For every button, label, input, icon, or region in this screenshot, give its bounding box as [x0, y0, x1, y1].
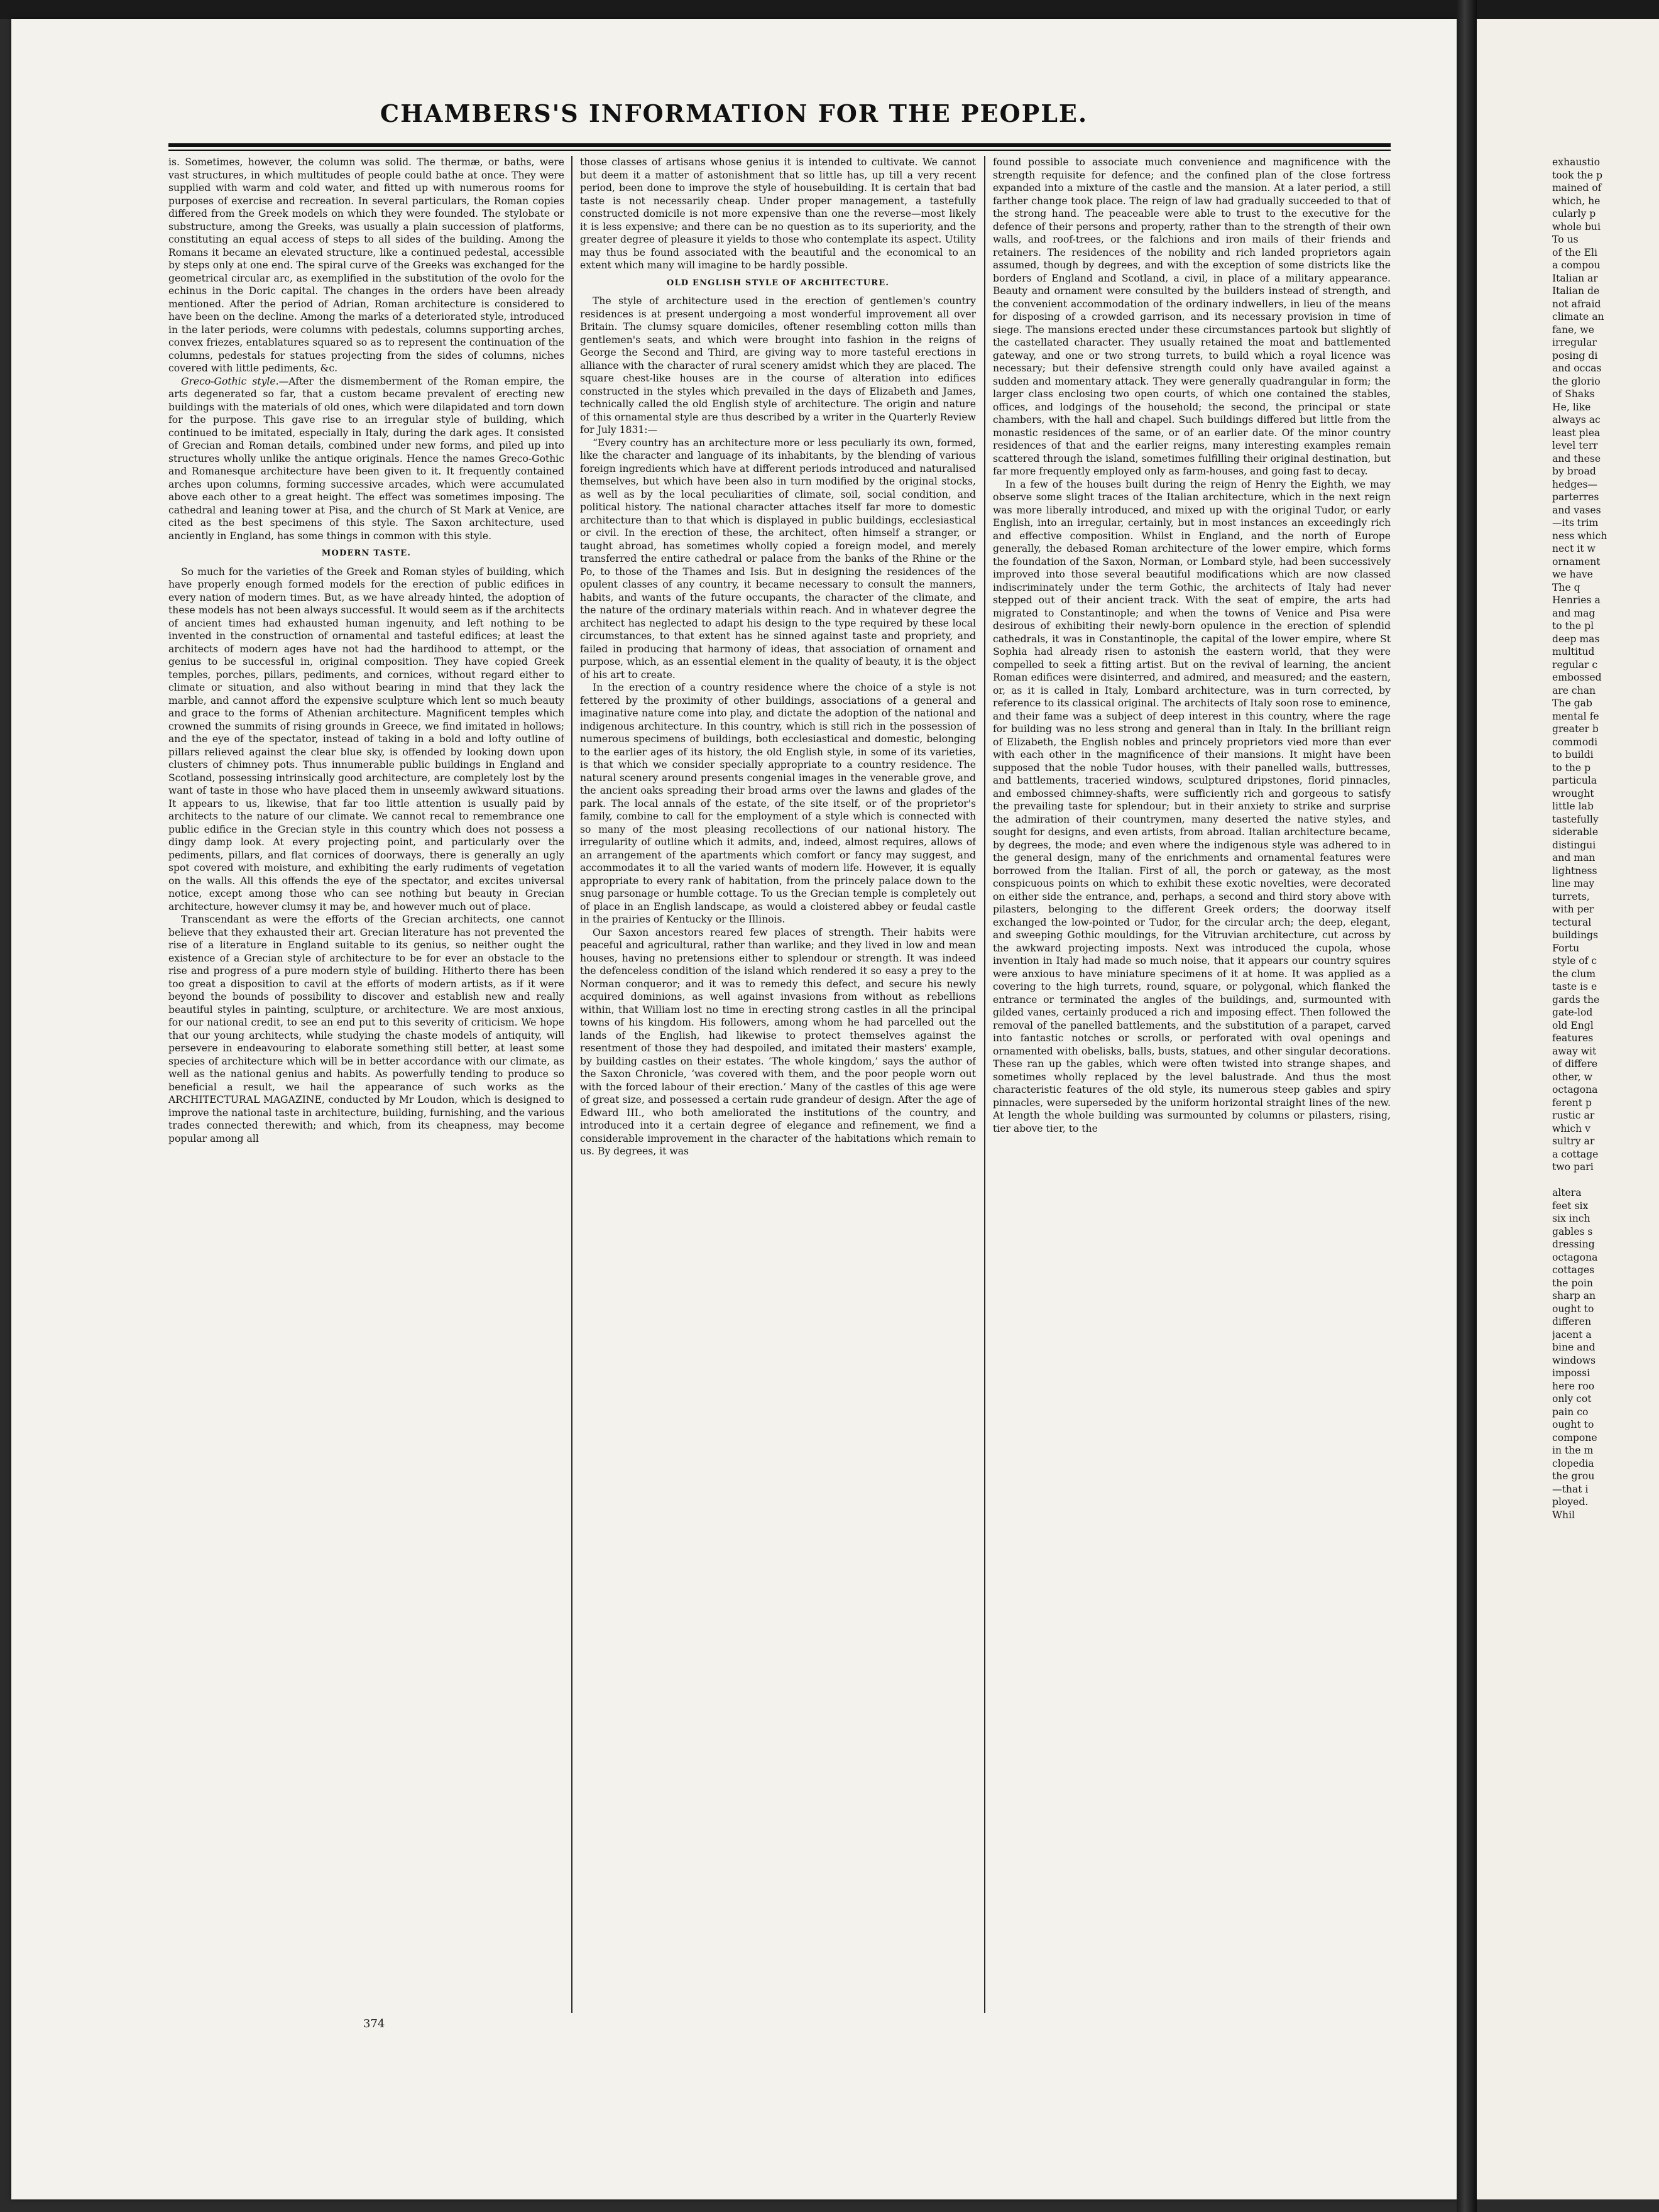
- facing-page-line: [1552, 1174, 1659, 1187]
- facing-page-line: to the pl: [1552, 620, 1594, 632]
- facing-page-column: [1552, 156, 1659, 2041]
- facing-page-line: deep mas: [1552, 633, 1600, 645]
- facing-page-line: greater b: [1552, 723, 1599, 735]
- left-page: [11, 19, 1457, 2199]
- col1-paragraph-4: Transcendant as were the efforts of the Grecian architects, one cannot believe that they exhausted their art. Grecian literature has not prevented the rise of a literature in England suitable to its genius, so neither ought the existence of a Grecian style of architecture to be for ever an obstacle to the rise and progress of a pure modern style of building. Hitherto there has been too great a disposition to cavil at the efforts of modern artists, as if it were beyond the bounds of possibility to discover and establish new and really beautiful styles in painting, sculpture, or architecture. We are most anxious, for our national credit, to see an end put to this severity of criticism. We hope that our young architects, while studying the chaste models of antiquity, will persevere in endeavouring to elaborate something still better, at least some species of architecture which will be in better accordance with our climate, as well as the national genius and habits. As powerfully tending to produce so beneficial a result, we hail the appearance of such works as the ARCHITECTURAL MAGAZINE, conducted by Mr Loudon, which is designed to improve the national taste in architecture, building, furnishing, and the various trades connected therewith; and which, from its cheapness, may become popular among all: [168, 914, 564, 1144]
- facing-page-line: —its trim: [1552, 517, 1599, 528]
- facing-page-line: little lab: [1552, 801, 1594, 812]
- facing-page-line: in the m: [1552, 1445, 1594, 1456]
- facing-page-line: least plea: [1552, 427, 1601, 439]
- column-2: [580, 156, 976, 2003]
- facing-page-line: impossi: [1552, 1367, 1591, 1379]
- facing-page-line: took the p: [1552, 169, 1602, 181]
- facing-page-line: not afraid: [1552, 298, 1601, 310]
- facing-page-line: ness which: [1552, 530, 1607, 542]
- header-rule-thick: [168, 143, 1391, 147]
- facing-page-line: gate-lod: [1552, 1007, 1593, 1018]
- col1-paragraph-2-text: —After the dismemberment of the Roman empire, the arts degenerated so far, that a custom became prevalent of erecting new buildings with the materials of old ones, which were dilapidated and torn down for the purpose. This gave rise to an irregular style of building, which continued to be imitated, especially in Italy, during the dark ages. It consisted of Grecian and Roman details, combined under new forms, and piled up into structures wholly unlike the antique originals. Hence the names Greco-Gothic and Romanesque architecture have been given to it. It frequently contained arches upon columns, forming successive arcades, which were accumulated above each other to a great height. The effect was sometimes imposing. The cathedral and leaning tower at Pisa, and the church of St Mark at Venice, are cited as the best specimens of this style. The Saxon architecture, used anciently in England, has some things in common with this style.: [168, 375, 564, 542]
- col2-paragraph-3: “Every country has an architecture more or less peculiarly its own, formed, like the character and language of its inhabitants, by the blending of various foreign ingredients which have at different periods introduced and naturalised themselves, but which have been also in turn modified by the original stocks, as well as by the local peculiarities of climate, soil, social condition, and political history. The national character attaches itself far more to domestic architecture than to that which is displayed in public buildings, ecclesiastical or civil. In the erection of these, the architect, often himself a stranger, or taught abroad, has sometimes wholly copied a foreign model, and merely transferred the entire cathedral or palace from the banks of the Rhine or the Po, to those of the Thames and Isis. But in designing the residences of the opulent classes of any country, it became necessary to consult the manners, habits, and wants of the future occupants, the character of the climate, and the nature of the ordinary materials within reach. And in whatever degree the architect has neglected to adapt his design to the type required by these local circumstances, to that extent has he sinned against taste and propriety, and failed in producing that harmony of ideas, that association of ornament and purpose, which, as an essential element in the quality of beauty, it is the object of his art to create.: [580, 437, 976, 681]
- facing-page-line: Fortu: [1552, 942, 1580, 954]
- facing-page-line: other, w: [1552, 1071, 1592, 1083]
- page-number: 374: [363, 2017, 385, 2030]
- facing-page-line: multitud: [1552, 646, 1595, 657]
- facing-page-line: the poin: [1552, 1277, 1593, 1289]
- facing-page-line: and man: [1552, 852, 1596, 863]
- book-gutter: [1457, 0, 1477, 2212]
- col3-paragraph-1: found possible to associate much convenience and magnificence with the strength requisite for defence; and the confined plan of the close fortress expanded into a mixture of the castle and the mansion. At a later period, a still farther change took place. The reign of law had gradually succeeded to that of the strong hand. The peaceable were able to trust to the executive for the defence of their persons and property, rather than to the strength of their own walls, and roof-trees, or the falchions and iron mails of their friends and retainers. The residences of the nobility and rich landed proprietors again assumed, though by degrees, and with the exception of some districts like the borders of England and Scotland, a civil, in place of a military appearance. Beauty and ornament were consulted by the builders instead of strength, and the convenient accommodation of the ordinary indwellers, in lieu of the means for disposing of a crowded garrison, and its necessary provision in time of siege. The mansions erected under these circumstances partook but slightly of the castellated character. They usually retained the moat and battlemented gateway, and one or two strong turrets, to build which a royal licence was necessary; but their defensive strength could only have availed against a sudden and momentary attack. They were generally quadrangular in form; the larger class enclosing two open courts, of which one contained the stables, offices, and lodgings of the household; the second, the principal or state chambers, with the hall and chapel. Such buildings differed but little from the monastic residences of the same, or of an earlier date. Of the minor country residences of that and the earlier reigns, many interesting examples remain scattered through the island, sometimes fulfilling their original destination, but far more frequently employed only as farm-houses, and going fast to decay.: [993, 156, 1391, 477]
- facing-page-line: we have: [1552, 569, 1593, 580]
- facing-page-line: which, he: [1552, 195, 1601, 207]
- facing-page-line: siderable: [1552, 826, 1599, 838]
- col2-paragraph-1: those classes of artisans whose genius it is intended to cultivate. We cannot but deem it a matter of astonishment that so little has, up till a very recent period, been done to improve the style of housebuilding. It is certain that bad taste is not necessarily cheap. Under proper management, a tastefully constructed domicile is not more expensive than one the reverse—most likely it is less expensive; and there can be no question as to its superiority, and the greater degree of pleasure it yields to those who contemplate its aspect. Utility may thus be found associated with the beautiful and the economical to an extent which many will imagine to be hardly possible.: [580, 156, 976, 271]
- facing-page-line: and these: [1552, 452, 1601, 464]
- facing-page-line: mental fe: [1552, 710, 1599, 722]
- facing-page-line: of the Eli: [1552, 246, 1597, 258]
- facing-page-line: Italian de: [1552, 285, 1600, 297]
- facing-page-line: rustic ar: [1552, 1110, 1595, 1121]
- facing-page-line: to the p: [1552, 762, 1591, 774]
- facing-page-line: exhaustio: [1552, 156, 1601, 168]
- facing-page-line: regular c: [1552, 659, 1598, 671]
- facing-page-line: the clum: [1552, 968, 1596, 980]
- facing-page-line: commodi: [1552, 736, 1598, 748]
- facing-page-line: parterres: [1552, 491, 1599, 503]
- facing-page-line: clopedia: [1552, 1457, 1594, 1469]
- facing-page-line: and vases: [1552, 504, 1601, 516]
- facing-page-line: sultry ar: [1552, 1136, 1595, 1147]
- facing-page-line: sharp an: [1552, 1290, 1596, 1301]
- column-3: [993, 156, 1391, 2003]
- facing-page-line: turrets,: [1552, 890, 1590, 902]
- facing-page-line: gables s: [1552, 1225, 1593, 1237]
- facing-page-line: embossed: [1552, 672, 1602, 683]
- facing-page-line: fane, we: [1552, 324, 1594, 336]
- col2-paragraph-4: In the erection of a country residence where the choice of a style is not fettered by the proximity of other buildings, associations of a general and imaginative nature come into play, and dictate the adoption of the national and indigenous architecture. In this country, which is still rich in the possession of numerous specimens of buildings, both ecclesiastical and domestic, belonging to the earlier ages of its history, the old English style, in some of its varieties, is that which we consider specially appropriate to a country residence. The natural scenery around presents congenial images in the venerable grove, and the ancient oaks spreading their broad arms over the lawns and glades of the park. The local annals of the estate, of the site itself, or of the proprietor's family, combine to call for the employment of a style which is connected with so many of the most pleasing recollections of our national history. The irregularity of outline which it admits, and, indeed, almost requires, allows of an arrangement of the apartments which comfort or fancy may suggest, and accommodates it to all the varied wants of modern life. However, it is equally appropriate to every rank of habitation, from the princely palace down to the snug parsonage or humble cottage. To us the Grecian temple is completely out of place in an English landscape, as would a cloistered abbey or feudal castle in the prairies of Kentucky or the Illinois.: [580, 682, 976, 925]
- running-head: CHAMBERS'S INFORMATION FOR THE PEOPLE.: [380, 99, 1088, 128]
- facing-page-line: To us: [1552, 234, 1579, 245]
- facing-page-line: to buildi: [1552, 749, 1594, 760]
- facing-page-line: compone: [1552, 1432, 1597, 1443]
- facing-page-line: line may: [1552, 878, 1595, 889]
- scan-border: [0, 0, 1659, 19]
- facing-page-line: are chan: [1552, 684, 1596, 696]
- facing-page-line: the glorio: [1552, 375, 1601, 387]
- facing-page-line: old Engl: [1552, 1019, 1594, 1031]
- facing-page-line: dressing: [1552, 1239, 1595, 1250]
- facing-page-line: differen: [1552, 1316, 1592, 1327]
- facing-page-line: with per: [1552, 904, 1594, 915]
- facing-page-line: posing di: [1552, 349, 1598, 361]
- col2-paragraph-5: Our Saxon ancestors reared few places of strength. Their habits were peaceful and agricultural, rather than warlike; and they lived in low and mean houses, having no pretensions either to splendour or strength. It was indeed the defenceless condition of the island which rendered it so easy a prey to the Norman conqueror; and it was to remedy this defect, and secure his newly acquired dominions, as well against invasions from without as rebellions within, that William lost no time in erecting strong castles in all the principal towns of his kingdom. His followers, among whom he had parcelled out the lands of the English, had likewise to protect themselves against the resentment of those they had despoiled, and imitated their masters' example, by building castles on their estates. ‘The whole kingdom,’ says the author of the Saxon Chronicle, ‘was covered with them, and the poor people worn out with the forced labour of their erection.’ Many of the castles of this age were of great size, and possessed a certain rude grandeur of design. After the age of Edward III., who both ameliorated the institutions of the country, and introduced into it a certain degree of elegance and refinement, we find a considerable improvement in the character of the habitations which remain to us. By degrees, it was: [580, 926, 976, 1157]
- facing-page-line: windows: [1552, 1354, 1596, 1366]
- column-divider-2: [984, 156, 985, 2013]
- facing-page-line: mained of: [1552, 182, 1602, 194]
- facing-page-line: Italian ar: [1552, 272, 1598, 284]
- facing-page-line: here roo: [1552, 1380, 1595, 1392]
- facing-page-line: ought to: [1552, 1419, 1594, 1430]
- facing-page-line: away wit: [1552, 1045, 1597, 1057]
- facing-page-line: pain co: [1552, 1406, 1589, 1418]
- facing-page-line: octagona: [1552, 1251, 1598, 1263]
- facing-page-line: ought to: [1552, 1303, 1594, 1315]
- facing-page-line: of differe: [1552, 1058, 1598, 1070]
- facing-page-line: octagona: [1552, 1084, 1598, 1095]
- facing-page-line: by broad: [1552, 466, 1596, 477]
- facing-page-line: lightness: [1552, 865, 1597, 877]
- facing-page-line: taste is e: [1552, 981, 1597, 992]
- facing-page-line: gards the: [1552, 994, 1600, 1005]
- facing-page-line: two pari: [1552, 1161, 1594, 1173]
- facing-page-line: cottages: [1552, 1264, 1595, 1276]
- col3-paragraph-2: In a few of the houses built during the reign of Henry the Eighth, we may observe some slight traces of the Italian architecture, which in the next reign was more liberally introduced, and mixed up with the original Tudor, or early English, into an irregular, certainly, but in most instances an exceedingly rich and effective composition. Whilst in England, and the north of Europe generally, the debased Roman architecture of the lower empire, which forms the foundation of the Saxon, Norman, or Lombard style, had been successively improved into those several beautiful modifications which are now classed indiscriminately under the term Gothic, the architects of Italy had never stepped out of their ancient track. With the seat of empire, the arts had migrated to Constantinople; and when the towns of Venice and Pisa were desirous of exhibiting their newly-born opulence in the erection of splendid cathedrals, it was in Constantinople, the capital of the lower empire, where St Sophia had already risen to astonish the eastern world, that they were compelled to seek a fitting artist. But on the revival of learning, the ancient Roman edifices were disinterred, and admired, and measured; and the eastern, or, as it is called in Italy, Lombard architecture, was in turn corrected, by reference to its classical original. The architects of Italy soon rose to eminence, and their fame was a subject of deep interest in this country, where the rage for building was no less strong and general than in Italy. In the brilliant reign of Elizabeth, the English nobles and princely proprietors vied more than ever with each other in the magnificence of their mansions. It might have been supposed that the noble Tudor houses, with their panelled walls, buttresses, and battlements, traceried windows, sculptured dripstones, florid pinnacles, and embossed chimney-shafts, were sufficiently rich and gorgeous to satisfy the prevailing taste for splendour; but in their anxiety to strike and surprise the admiration of their countrymen, many deserted the native styles, and sought for designs, and even artists, from abroad. Italian architecture became, by degrees, the mode; and even where the indigenous style was adhered to in the general design, many of the enrichments and ornamental features were borrowed from the Italian. First of all, the porch or gateway, as the most conspicuous points on which to exhibit these exotic novelties, were decorated on either side the entrance, and, perhaps, a second and third story above with pilasters, belonging to the different Greek orders; the doorway itself exchanged the low-pointed or Tudor, for the circular arch; the deep, elegant, and sweeping Gothic mouldings, for the Vitruvian architecture, cut across by the awkward projecting imposts. Next was introduced the cupola, whose invention in Italy had made so much noise, that it appears our country squires were anxious to have miniature specimens of it at home. It was applied as a covering to the high turrets, round, square, or polygonal, which flanked the entrance or terminated the angles of the buildings, and, surmounted with gilded vanes, certainly produced a rich and imposing effect. Then followed the removal of the panelled battlements, and the substitution of a parapet, carved into fantastic notches or scrolls, or perforated with oval openings and ornamented with obelisks, balls, busts, statues, and other singular decorations. These ran up the gables, which were often twisted into strange shapes, and sometimes wholly replaced by the level balustrade. And thus the most characteristic features of the old style, its numerous steep gables and spiry pinnacles, were superseded by the uniform horizontal straight lines of the new. At length the whole building was surmounted by columns or pilasters, rising, tier above tier, to the: [993, 478, 1391, 1134]
- facing-page: [1477, 19, 1659, 2199]
- facing-page-line: which v: [1552, 1122, 1591, 1134]
- facing-page-line: always ac: [1552, 414, 1601, 425]
- facing-page-line: —that i: [1552, 1483, 1589, 1495]
- facing-page-line: ornament: [1552, 556, 1601, 567]
- facing-page-line: buildings: [1552, 929, 1598, 941]
- col1-paragraph-1: is. Sometimes, however, the column was solid. The thermæ, or baths, were vast structures, in which multitudes of people could bathe at once. They were supplied with warm and cold water, and fitted up with numerous rooms for purposes of exercise and recreation. In several particulars, the Roman copies differed from the Greek models on which they were founded. The stylobate or substructure, among the Greeks, was usually a plain succession of platforms, constituting an equal access of steps to all sides of the building. Among the Romans it became an elevated structure, like a continued pedestal, accessible by steps only at one end. The spiral curve of the Greeks was exchanged for the geometrical circular arc, as exemplified in the substitution of the ovolo for the echinus in the Doric capital. The changes in the orders have been already mentioned. After the period of Adrian, Roman architecture is considered to have been on the decline. Among the marks of a deteriorated style, introduced in the later periods, were columns with pedestals, columns supporting arches, convex friezes, entablatures squared so as to represent the continuation of the columns, pedestals for statues projecting from the sides of columns, niches covered with little pediments, &c.: [168, 156, 564, 374]
- facing-page-line: particula: [1552, 775, 1597, 786]
- facing-page-line: Henries a: [1552, 594, 1601, 606]
- facing-page-line: style of c: [1552, 955, 1597, 966]
- facing-page-line: He, like: [1552, 401, 1591, 413]
- facing-page-line: six inch: [1552, 1213, 1591, 1224]
- facing-page-line: cularly p: [1552, 208, 1596, 219]
- facing-page-line: climate an: [1552, 311, 1604, 322]
- header-rule-thin: [168, 150, 1391, 151]
- facing-page-line: a cottage: [1552, 1148, 1599, 1160]
- facing-page-line: the grou: [1552, 1470, 1595, 1482]
- facing-page-line: and occas: [1552, 363, 1602, 374]
- facing-page-line: Whil: [1552, 1509, 1575, 1521]
- facing-page-line: of Shaks: [1552, 388, 1595, 400]
- facing-page-line: ferent p: [1552, 1097, 1592, 1109]
- facing-page-line: only cot: [1552, 1393, 1592, 1404]
- facing-page-line: hedges—: [1552, 478, 1598, 490]
- facing-page-line: ployed.: [1552, 1496, 1589, 1508]
- facing-page-line: bine and: [1552, 1342, 1596, 1353]
- facing-page-line: tastefully: [1552, 813, 1599, 825]
- modern-taste-heading: MODERN TASTE.: [321, 549, 412, 558]
- facing-page-line: altera: [1552, 1187, 1582, 1198]
- col1-paragraph-2: [168, 375, 564, 543]
- facing-page-line: level terr: [1552, 440, 1598, 451]
- column-1: [168, 156, 564, 2003]
- facing-page-line: tectural: [1552, 916, 1592, 928]
- facing-page-line: and mag: [1552, 607, 1596, 619]
- facing-page-line: whole bui: [1552, 221, 1601, 233]
- facing-page-line: irregular: [1552, 337, 1597, 348]
- facing-page-line: features: [1552, 1032, 1594, 1044]
- facing-page-line: jacent a: [1552, 1328, 1592, 1340]
- col2-paragraph-2: The style of architecture used in the erection of gentlemen's country residences is at present undergoing a most wonderful improvement all over Britain. The clumsy square domiciles, oftener resembling cotton mills than gentlemen's seats, and which were brought into fashion in the reigns of George the Second and Third, are giving way to more tasteful erections in alliance with the character of rural scenery amidst which they are placed. The square chest-like houses are in the course of alteration into edifices constructed in the styles which prevailed in the days of Elizabeth and James, technically called the old English style of architecture. The origin and nature of this ornamental style are thus described by a writer in the Quarterly Review for July 1831:—: [580, 295, 976, 435]
- facing-page-line: nect it w: [1552, 543, 1596, 554]
- facing-page-line: feet six: [1552, 1200, 1589, 1212]
- facing-page-line: a compou: [1552, 260, 1601, 271]
- greco-gothic-heading: Greco-Gothic style.: [181, 375, 279, 387]
- old-english-style-heading: OLD ENGLISH STYLE OF ARCHITECTURE.: [666, 278, 890, 288]
- col1-paragraph-3: So much for the varieties of the Greek and Roman styles of building, which have properly enough formed models for the erection of public edifices in every nation of modern times. But, as we have already hinted, the adoption of these models has not been always successful. It would seem as if the architects of ancient times had exhausted human ingenuity, and left nothing to be invented in the construction of ornamental and tasteful edifices; at least the architects of modern ages have not had the hardihood to attempt, or the genius to be successful in, original composition. They have copied Greek temples, porches, pillars, pediments, and cornices, without regard either to climate or situation, and also without bearing in mind that they lack the marble, and cannot afford the expensive sculpture which lent so much beauty and grace to the forms of Athenian architecture. Magnificent temples which crowned the summits of rising grounds in Greece, we find imitated in hollows; and the eye of the spectator, instead of taking in a bold and lofty outline of pillars relieved against the clear blue sky, is offended by looking down upon clusters of chimney pots. Thus innumerable public buildings in England and Scotland, possessing intrinsically good architecture, are completely lost by the want of taste in those who have placed them in unseemly awkward situations. It appears to us, likewise, that far too little attention is usually paid by architects to the nature of our climate. We cannot recal to remembrance one public edifice in the Grecian style in this country which does not possess a dingy damp look. At every projecting point, and particularly over the pediments, pillars, and flat cornices of doorways, there is generally an ugly spot covered with moisture, and exhibiting the early rudiments of vegetation on the walls. All this offends the eye of the spectator, and excites universal notice, except among those who can see nothing but beauty in Grecian architecture, however clumsy it may be, and however much out of place.: [168, 566, 564, 912]
- facing-page-line: distingui: [1552, 839, 1596, 851]
- column-divider-1: [571, 156, 572, 2013]
- facing-page-line: wrought: [1552, 787, 1594, 799]
- facing-page-line: The gab: [1552, 698, 1592, 709]
- facing-page-line: The q: [1552, 581, 1580, 593]
